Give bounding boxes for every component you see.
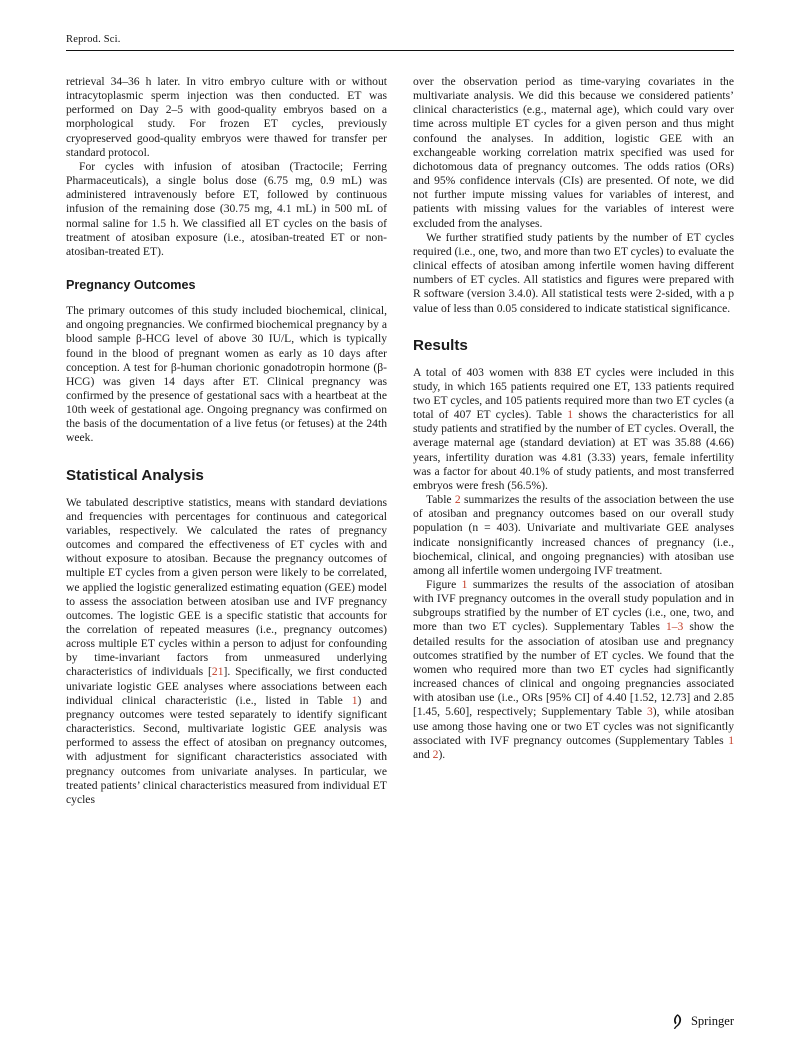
paragraph: retrieval 34–36 h later. In vitro embryo culture with or without intracytoplasmic sperm injection was then conducted. ET was performed on Day 2–5 with good-quality embryos based on a morphological study. For frozen ET cycles, previously cryopreserved good-quality embryos were thawed for transfer per standard protocol. — [66, 75, 387, 159]
text-run: ) and pregnancy outcomes were tested separately to identify significant characteristics. Second, multivariate logistic GEE analysis was performed to assess the effect of atosiban on pregnancy outcomes, with adjustment for significant characteristics associated with pregnancy outcomes from univariate analyses. In particular, we treated patients’ clinical characteristics measured from individual ET cycles — [66, 693, 387, 806]
publisher-name: Springer — [690, 1014, 734, 1028]
paragraph — [66, 496, 387, 807]
reference-link-21[interactable]: 21 — [211, 665, 224, 679]
text-run: ), while atosiban use among those having one or two ET cycles was not significantly associated with IVF pregnancy outcomes (Supplementary Tables — [413, 705, 734, 747]
right-column — [413, 75, 734, 762]
table-2-link[interactable]: 2 — [454, 493, 461, 507]
paragraph: The primary outcomes of this study included biochemical, clinical, and ongoing pregnancies. We confirmed biochemical pregnancy by a blood sample β-HCG level of above 30 IU/L, which is typically found in the blood of pregnant women as early as 10 days after conception. A test for β-human chorionic gonadotropin hormone (β-HCG) was given 14 days after ET. Clinical pregnancy was confirmed by the presence of gestational sacs with a heartbeat at the 10th week of gestational age. Ongoing pregnancy was confirmed on the basis of the documentation of a live fetus (or fetuses) at the 24th week. — [66, 304, 387, 445]
left-column — [66, 75, 387, 807]
text-run: ). — [438, 747, 446, 761]
paragraph: We further stratified study patients by the number of ET cycles required (i.e., one, two, and more than two ET cycles) to evaluate the clinical effects of atosiban among infertile women having different numbers of ET cycles. All statistics and figures were prepared with R software (version 3.4.0). All statistical tests were 2-sided, with a p value of less than 0.05 considered to indicate statistical significance. — [413, 230, 734, 315]
section-heading-pregnancy-outcomes: Pregnancy Outcomes — [66, 278, 196, 293]
text-run: Table — [426, 493, 455, 507]
table-1-link[interactable]: 1 — [351, 693, 358, 707]
text-run: show the detailed results for the association of atosiban use and pregnancy outcomes stratified by the number of ET cycles. We found that the women who required more than two ET cycles had significantly increased chances of clinical and ongoing pregnancies associated with atosiban use (i.e., ORs [95% CI] of 4.40 [1.52, 12.73] and 2.85 [1.45, 5.60], respectively; Supplementary Table — [413, 620, 734, 719]
paragraph — [413, 493, 734, 578]
running-head: Reprod. Sci. — [66, 34, 121, 45]
text-run: ]. Specifically, we first conducted univariate logistic GEE analyses where associations between each individual clinical characteristic (i.e., listed in Table — [66, 665, 387, 707]
text-run: A total of 403 women with 838 ET cycles were included in this study, in which 165 patients required one ET, 133 patients required two ET cycles, and 105 patients required more than two ET cycles (a total of 407 ET cycles). Table — [413, 365, 734, 422]
table-1-link[interactable]: 1 — [567, 408, 574, 422]
supplementary-table-1-link[interactable]: 1 — [728, 733, 734, 747]
paragraph: For cycles with infusion of atosiban (Tractocile; Ferring Pharmaceuticals), a single bolus dose (6.75 mg, 0.9 mL) was administered intravenously before ET, followed by continuous infusion of the remaining dose (30.75 mg, 4.1 mL) in 500 mL of normal saline for 1.5 h. We classified all ET cycles on the basis of treatment of atosiban exposure (i.e., atosiban-treated ET or non-atosiban-treated ET). — [66, 159, 387, 258]
section-heading-statistical-analysis: Statistical Analysis — [66, 466, 204, 484]
text-run: Figure — [426, 578, 462, 591]
publisher-footer — [670, 1013, 734, 1030]
text-run: summarizes the results of the association between the use of atosiban and pregnancy outcomes based on our overall study population (n = 403). Univariate and multivariate GEE analyses indicate nonsignificantly increased chances of pregnancy (i.e., biochemical, clinical, and ongoing pregnancies) with atosiban use among all infertile women undergoing IVF treatment. — [413, 493, 734, 577]
section-heading-results: Results — [413, 336, 468, 354]
text-run: We tabulated descriptive statistics, means with standard deviations and frequencies with percentages for continuous and categorical variables, respectively. We calculated the rates of pregnancy outcomes and compared the effectiveness of ET cycles with and without exposure to atosiban. Because the pregnancy outcomes of multiple ET cycles from a given person were likely to be correlated, we applied the logistic generalized estimating equation (GEE) model to assess the association between atosiban use and IVF pregnancy outcomes. The logistic GEE is a specific statistic that accounts for the correlation of repeated measures (i.e., pregnancy outcomes) across multiple ET cycles within a person to adjust for confounding by time-invariant factors from unmeasured underlying characteristics of individuals [ — [66, 495, 387, 679]
paragraph — [413, 578, 734, 762]
header-rule — [66, 50, 734, 51]
text-run: and — [413, 747, 433, 761]
paragraph: over the observation period as time-varying covariates in the multivariate analysis. We did this because we considered patients’ clinical characteristics (e.g., maternal age), which could vary over time across multiple ET cycles for a given person and thus might confound the analyses. In addition, logistic GEE with an exchangeable working correlation matrix specified was used for dichotomous data of pregnancy outcomes. The odds ratios (ORs) and 95% confidence intervals (CIs) are presented. Of note, we did not further impute missing values for variables of interest, and patients with missing values for the variables of interest were excluded from the analyses. — [413, 75, 734, 230]
supplementary-table-3-link[interactable]: 3 — [647, 705, 653, 719]
paragraph — [413, 366, 734, 493]
two-column-body — [66, 75, 734, 807]
text-run: shows the characteristics for all study patients and stratified by the number of ET cycles. Overall, the average maternal age (standard deviation) at ET was 35.88 (4.66) years, infertility duration was 4.81 (3.33) years, female infertility was a factor for about 40.1% of study patients, and most transferred embryos were fresh (56.5%). — [413, 408, 734, 492]
springer-tree-logo-icon — [670, 1013, 685, 1030]
supplementary-table-2-link[interactable]: 2 — [432, 747, 439, 761]
supplementary-tables-1-3-link[interactable]: 1–3 — [665, 620, 684, 634]
figure-1-link[interactable]: 1 — [461, 578, 468, 591]
text-run: summarizes the results of the association of atosiban with IVF pregnancy outcomes in the overall study population and in subgroups stratified by the number of ET cycles (i.e., one, two, and more than two ET cycles). Supplementary Tables — [413, 578, 734, 634]
